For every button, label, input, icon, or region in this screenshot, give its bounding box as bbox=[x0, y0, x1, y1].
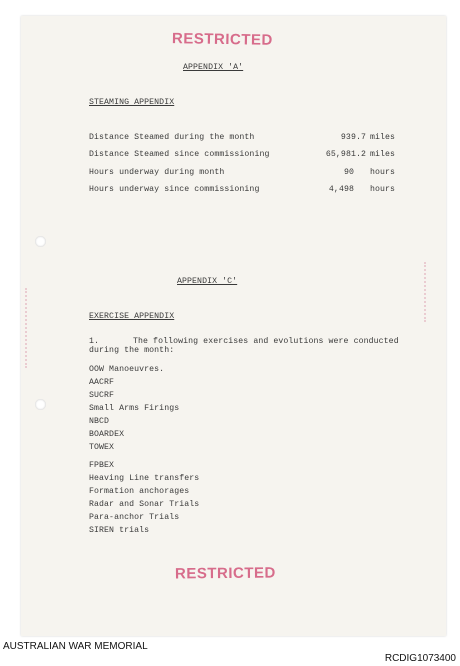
steaming-row-label: Hours underway since commissioning bbox=[89, 185, 260, 194]
intro-line-1: The following exercises and evolutions were conducted bbox=[133, 337, 399, 346]
steaming-row-value: 90 bbox=[343, 168, 354, 177]
bleed-through-mark-right bbox=[424, 262, 440, 322]
intro-line-2: during the month: bbox=[89, 346, 175, 355]
steaming-row-value: 4,498 bbox=[328, 185, 354, 194]
record-id: RCDIG1073400 bbox=[384, 653, 456, 664]
punch-hole-top bbox=[35, 236, 46, 247]
exercise-item: TOWEX bbox=[89, 443, 115, 452]
appendix-c-title: APPENDIX 'C' bbox=[177, 277, 238, 286]
steaming-row-unit: miles bbox=[370, 150, 396, 159]
exercise-appendix-heading: EXERCISE APPENDIX bbox=[89, 312, 175, 321]
steaming-row-label: Hours underway during month bbox=[89, 168, 225, 177]
steaming-row-label: Distance Steamed during the month bbox=[89, 133, 255, 142]
exercise-item: BOARDEX bbox=[89, 430, 125, 439]
exercise-item: Para-anchor Trials bbox=[89, 513, 180, 522]
appendix-a-title: APPENDIX 'A' bbox=[183, 63, 244, 72]
exercise-item: NBCD bbox=[89, 417, 110, 426]
steaming-row-label: Distance Steamed since commissioning bbox=[89, 150, 270, 159]
exercise-item: Small Arms Firings bbox=[89, 404, 180, 413]
restricted-stamp-bottom: RESTRICTED bbox=[174, 564, 276, 583]
paragraph-number: 1. bbox=[89, 337, 100, 346]
exercise-item: SIREN trials bbox=[89, 526, 150, 535]
steaming-appendix-heading: STEAMING APPENDIX bbox=[89, 98, 175, 107]
archive-credit: AUSTRALIAN WAR MEMORIAL bbox=[3, 641, 148, 652]
exercise-item: Heaving Line transfers bbox=[89, 474, 200, 483]
steaming-row-unit: hours bbox=[370, 168, 396, 177]
steaming-row-value: 939.7 bbox=[340, 133, 366, 142]
exercise-item: FPBEX bbox=[89, 461, 115, 470]
document-page bbox=[21, 16, 446, 636]
exercise-item: OOW Manoeuvres. bbox=[89, 365, 165, 374]
steaming-row-unit: hours bbox=[370, 185, 396, 194]
steaming-row-value: 65,981.2 bbox=[325, 150, 366, 159]
punch-hole-bottom bbox=[35, 399, 46, 410]
steaming-row-unit: miles bbox=[370, 133, 396, 142]
exercise-item: AACRF bbox=[89, 378, 115, 387]
exercise-item: Radar and Sonar Trials bbox=[89, 500, 200, 509]
exercise-item: Formation anchorages bbox=[89, 487, 190, 496]
restricted-stamp-top: RESTRICTED bbox=[171, 30, 273, 49]
exercise-item: SUCRF bbox=[89, 391, 115, 400]
bleed-through-mark-left bbox=[25, 288, 35, 368]
